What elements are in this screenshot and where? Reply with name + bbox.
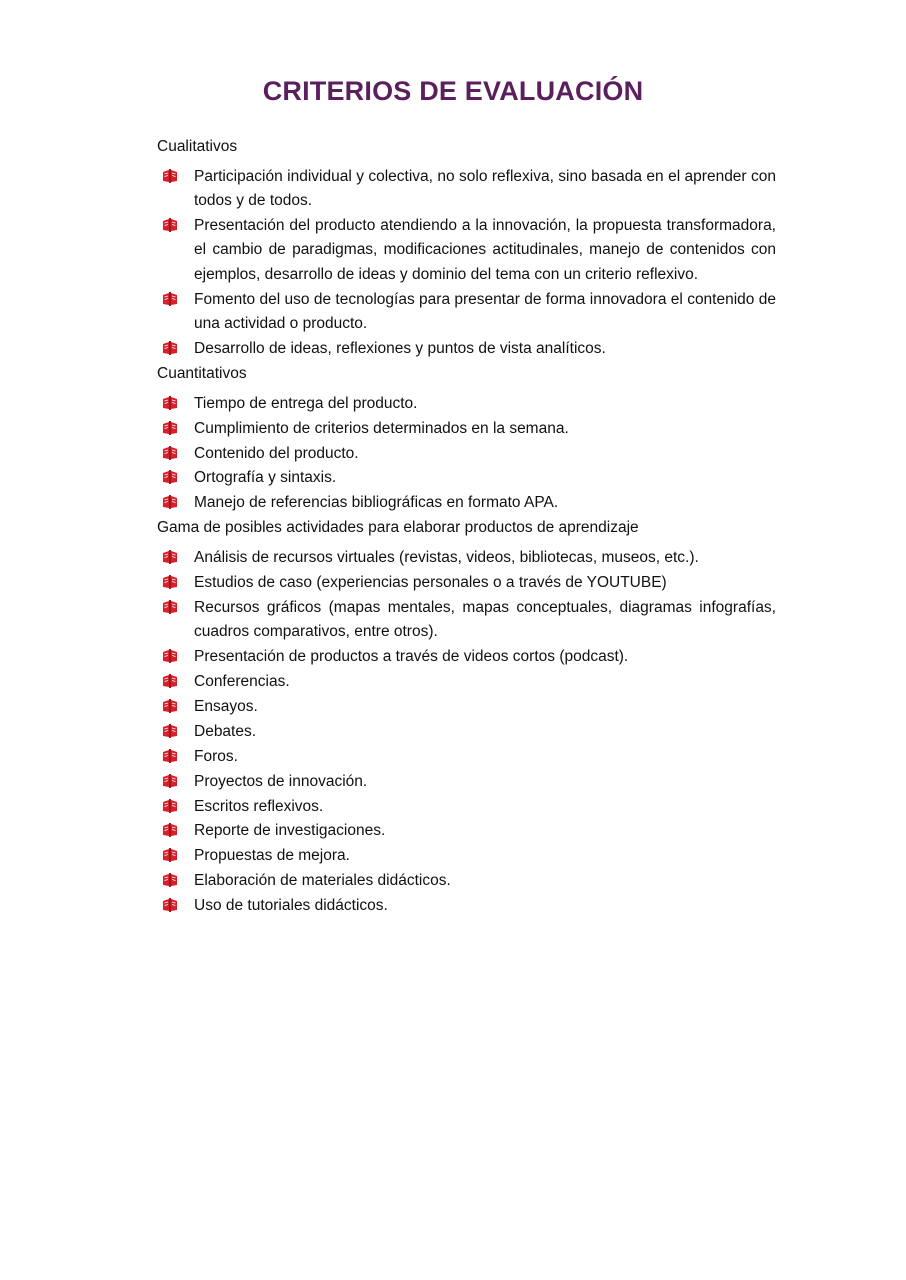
- list-item-text: Análisis de recursos virtuales (revistas, videos, bibliotecas, museos, etc.).: [194, 549, 699, 567]
- red-book-bullet-icon: [162, 649, 178, 663]
- list-item: [157, 442, 776, 466]
- list-item: [157, 770, 776, 794]
- red-book-bullet-icon: [162, 421, 178, 435]
- red-book-bullet-icon: [162, 848, 178, 862]
- red-book-bullet-icon: [162, 169, 178, 183]
- list-item-text: Desarrollo de ideas, reflexiones y puntos de vista analíticos.: [194, 339, 606, 357]
- red-book-bullet-icon: [162, 470, 178, 484]
- list-item: [157, 165, 776, 214]
- red-book-bullet-icon: [162, 823, 178, 837]
- list-item-text: Uso de tutoriales didácticos.: [194, 897, 388, 915]
- list-item: [157, 869, 776, 893]
- list-item-text: Presentación de productos a través de videos cortos (podcast).: [194, 648, 629, 666]
- list-item: [157, 720, 776, 744]
- red-book-bullet-icon: [162, 873, 178, 887]
- list-item: [157, 392, 776, 416]
- list-item: [157, 288, 776, 337]
- list-item: [157, 819, 776, 843]
- red-book-bullet-icon: [162, 550, 178, 564]
- list-item: [157, 795, 776, 819]
- criteria-list: [157, 392, 776, 516]
- list-item-text: Debates.: [194, 722, 257, 740]
- list-item: [157, 466, 776, 490]
- list-item-text: Tiempo de entrega del producto.: [194, 394, 418, 412]
- red-book-bullet-icon: [162, 699, 178, 713]
- red-book-bullet-icon: [162, 724, 178, 738]
- red-book-bullet-icon: [162, 799, 178, 813]
- list-item: [157, 695, 776, 719]
- list-item: [157, 491, 776, 515]
- list-item-text: Presentación del producto atendiendo a la innovación, la propuesta transformadora, el cambio de paradigmas, modificaciones actitudinales, manejo de contenidos con ejemplos, desarrollo de ideas y dominio del tema con un criterio reflexivo.: [194, 217, 776, 283]
- list-item-text: Proyectos de innovación.: [194, 772, 368, 790]
- red-book-bullet-icon: [162, 396, 178, 410]
- red-book-bullet-icon: [162, 774, 178, 788]
- section-heading: Cualitativos: [157, 138, 238, 155]
- list-item-text: Estudios de caso (experiencias personales o a través de YOUTUBE): [194, 574, 667, 592]
- criteria-list: [157, 165, 776, 361]
- list-item: [157, 645, 776, 669]
- list-item-text: Reporte de investigaciones.: [194, 822, 386, 840]
- red-book-bullet-icon: [162, 898, 178, 912]
- list-item: [157, 417, 776, 441]
- list-item-text: Escritos reflexivos.: [194, 797, 324, 815]
- list-item: [157, 670, 776, 694]
- red-book-bullet-icon: [162, 495, 178, 509]
- list-item-text: Propuestas de mejora.: [194, 847, 350, 865]
- page-title: CRITERIOS DE EVALUACIÓN: [262, 76, 644, 106]
- list-item: [157, 596, 776, 645]
- list-item-text: Manejo de referencias bibliográficas en formato APA.: [194, 494, 559, 512]
- red-book-bullet-icon: [162, 600, 178, 614]
- criteria-content: [157, 135, 776, 919]
- red-book-bullet-icon: [162, 575, 178, 589]
- red-book-bullet-icon: [162, 446, 178, 460]
- list-item: [157, 337, 776, 361]
- list-item: [157, 745, 776, 769]
- list-item: [157, 546, 776, 570]
- section-heading: Gama de posibles actividades para elaborar productos de aprendizaje: [157, 519, 639, 537]
- list-item-text: Ensayos.: [194, 697, 258, 715]
- list-item-text: Participación individual y colectiva, no solo reflexiva, sino basada en el aprender con todos y de todos.: [194, 168, 776, 210]
- red-book-bullet-icon: [162, 674, 178, 688]
- list-item: [157, 894, 776, 918]
- list-item-text: Cumplimiento de criterios determinados en la semana.: [194, 419, 569, 437]
- list-item-text: Conferencias.: [194, 673, 290, 691]
- list-item-text: Ortografía y sintaxis.: [194, 469, 337, 487]
- list-item-text: Fomento del uso de tecnologías para presentar de forma innovadora el contenido de una actividad o producto.: [194, 290, 776, 332]
- red-book-bullet-icon: [162, 341, 178, 355]
- list-item-text: Recursos gráficos (mapas mentales, mapas conceptuales, diagramas infografías, cuadros comparativos, entre otros).: [194, 598, 776, 641]
- list-item: [157, 844, 776, 868]
- criteria-list: [157, 546, 776, 918]
- list-item: [157, 214, 776, 287]
- list-item: [157, 571, 776, 595]
- list-item-text: Elaboración de materiales didácticos.: [194, 872, 451, 890]
- list-item-text: Foros.: [194, 747, 238, 765]
- section-heading: Cuantitativos: [157, 364, 247, 382]
- list-item-text: Contenido del producto.: [194, 444, 359, 462]
- red-book-bullet-icon: [162, 749, 178, 763]
- red-book-bullet-icon: [162, 292, 178, 306]
- red-book-bullet-icon: [162, 218, 178, 232]
